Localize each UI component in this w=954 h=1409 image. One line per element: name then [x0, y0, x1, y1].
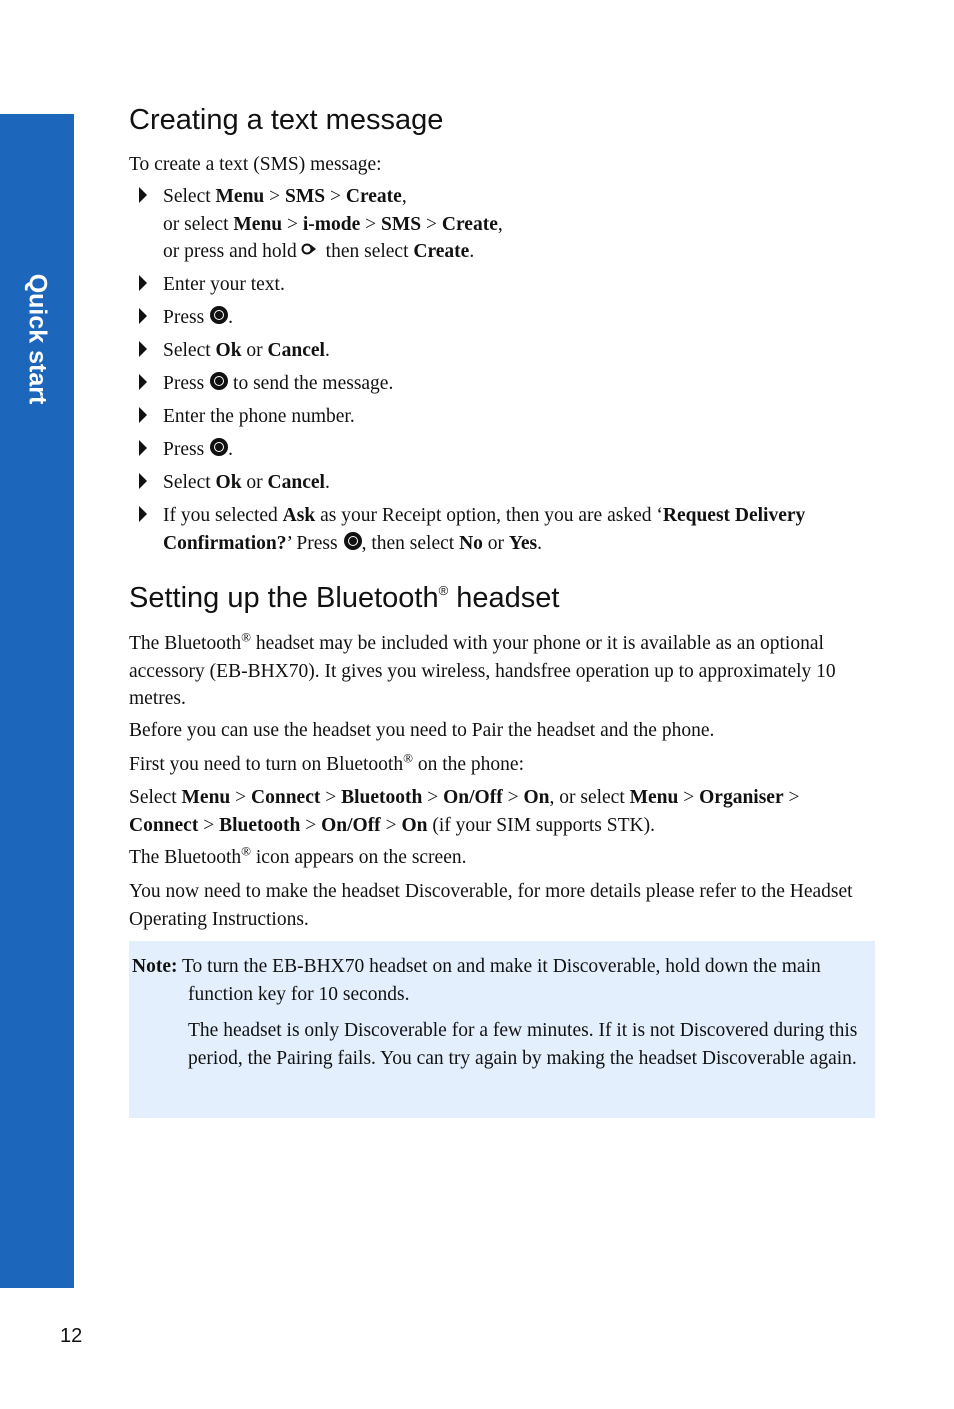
section-title-bluetooth: Setting up the Bluetooth® headset [129, 582, 560, 614]
step-enter-number: Enter the phone number. [137, 403, 877, 431]
bullet-arrow-icon [139, 473, 147, 489]
step-press-send: Press to send the message. [137, 370, 877, 398]
side-tab-label: Quick start [23, 273, 52, 405]
bullet-arrow-icon [139, 374, 147, 390]
bullet-arrow-icon [139, 275, 147, 291]
section-title-sms: Creating a text message [129, 104, 444, 136]
note-label: Note: [132, 956, 178, 977]
bullet-arrow-icon [139, 407, 147, 423]
select-key-icon [210, 438, 228, 456]
message-key-icon [301, 241, 317, 257]
step-press-ok-2: Press . [137, 436, 877, 464]
bullet-arrow-icon [139, 187, 147, 203]
note-box [129, 941, 875, 1118]
bluetooth-menu-path: Select Menu > Connect > Bluetooth > On/Off > On, or select Menu > Organiser > Connect > Bluetooth > On/Off > On (if your SIM supports STK). [129, 787, 800, 836]
step-enter-text: Enter your text. [137, 271, 877, 299]
bullet-arrow-icon [139, 341, 147, 357]
bluetooth-intro: The Bluetooth® headset may be included with your phone or it is available as an optional accessory (EB-BHX70). It gives you wireless, handsfree operation up to approximately 10 metres. [129, 629, 836, 709]
step-select-ok-cancel: Select Ok or Cancel. [137, 337, 877, 365]
sms-steps [137, 183, 877, 563]
bluetooth-pair-info: Before you can use the headset you need to Pair the headset and the phone. [129, 720, 715, 741]
step-press-ok: Press . [137, 304, 877, 332]
bullet-arrow-icon [139, 506, 147, 522]
step-delivery-confirmation: If you selected Ask as your Receipt option, then you are asked ‘Request Delivery Confirmation?’ Press , then select No or Yes. [137, 502, 877, 557]
note-line-2: function key for 10 seconds. [188, 984, 410, 1005]
bluetooth-discoverable-info: You now need to make the headset Discoverable, for more details please refer to the Headset Operating Instructions. [129, 881, 853, 930]
bullet-arrow-icon [139, 308, 147, 324]
select-key-icon [344, 532, 362, 550]
select-key-icon [210, 306, 228, 324]
bullet-arrow-icon [139, 440, 147, 456]
select-key-icon [210, 372, 228, 390]
step-select-create: Select Menu > SMS > Create, or select Menu > i-mode > SMS > Create, or press and hold then select Create. [137, 183, 877, 266]
sms-intro: To create a text (SMS) message: [129, 154, 382, 175]
page-number: 12 [60, 1325, 83, 1347]
step-select-ok-cancel-2: Select Ok or Cancel. [137, 469, 877, 497]
note-paragraph-2: The headset is only Discoverable for a few minutes. If it is not Discovered during this period, the Pairing fails. You can try again by making the headset Discoverable again. [188, 1020, 858, 1069]
note-line-1: Note: To turn the EB-BHX70 headset on and make it Discoverable, hold down the main [132, 956, 821, 977]
bluetooth-icon-info: The Bluetooth® icon appears on the screen. [129, 843, 467, 868]
bluetooth-turn-on: First you need to turn on Bluetooth® on the phone: [129, 750, 524, 775]
side-tab [0, 114, 74, 1288]
